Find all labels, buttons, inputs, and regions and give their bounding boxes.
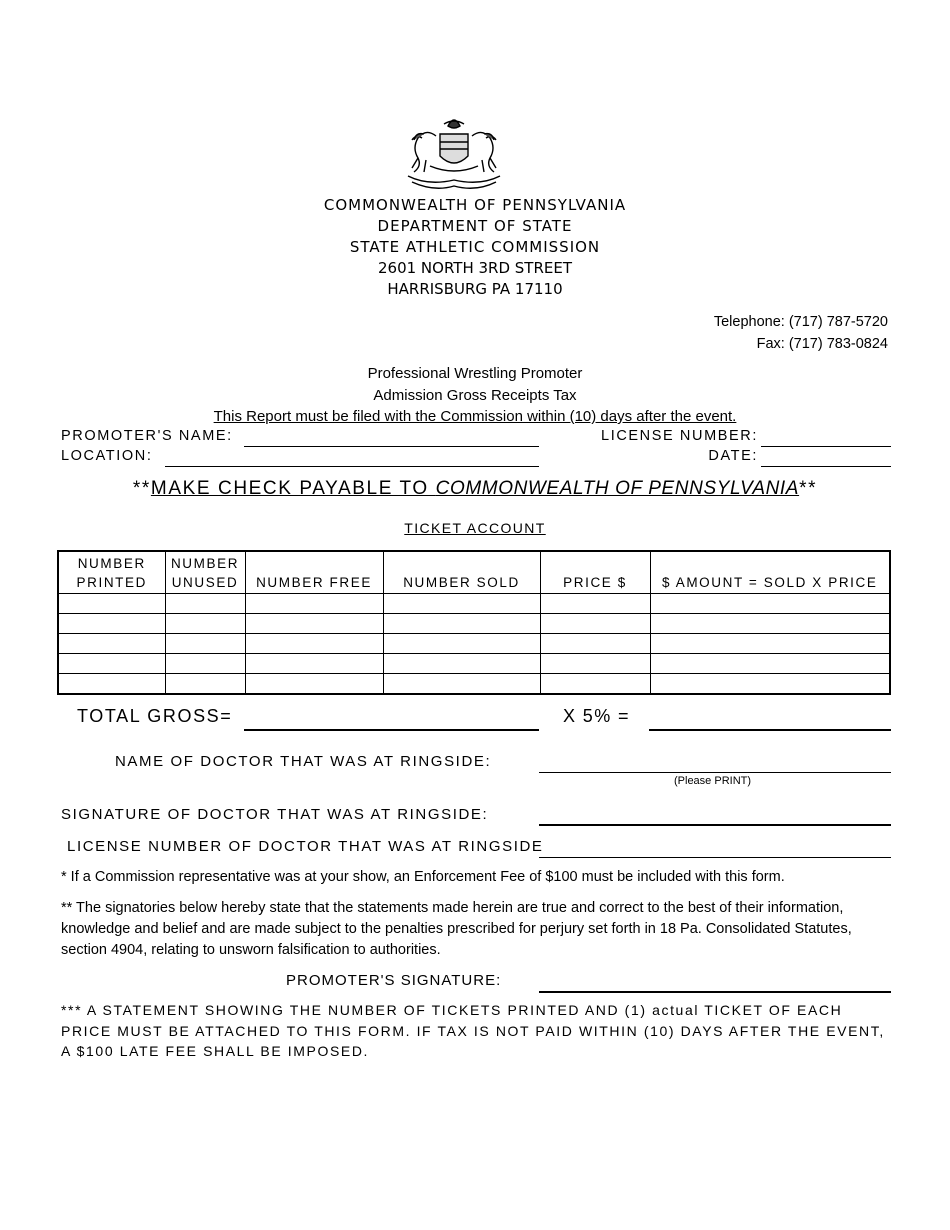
- doctor-name-field[interactable]: [539, 772, 891, 773]
- license-number-label: LICENSE NUMBER:: [601, 428, 758, 444]
- payable-suffix: **: [799, 478, 818, 499]
- column-header: NUMBER SOLD: [383, 551, 540, 594]
- payable-text: MAKE CHECK PAYABLE TO: [150, 478, 436, 499]
- column-header: PRICE $: [540, 551, 650, 594]
- filing-notice: This Report must be filed with the Commission within (10) days after the event.: [213, 408, 737, 425]
- doctor-license-label: LICENSE NUMBER OF DOCTOR THAT WAS AT RINGSIDE: [67, 838, 544, 855]
- agency-header: [275, 195, 675, 300]
- promoter-signature-field[interactable]: [539, 991, 891, 993]
- table-cell[interactable]: [245, 634, 383, 654]
- enforcement-fee-note: * If a Commission representative was at your show, an Enforcement Fee of $100 must be included with this form.: [61, 869, 785, 885]
- table-cell[interactable]: [650, 654, 890, 674]
- table-cell[interactable]: [245, 654, 383, 674]
- table-cell[interactable]: [245, 594, 383, 614]
- table-cell[interactable]: [165, 654, 245, 674]
- table-row: [58, 594, 890, 614]
- date-label: DATE:: [708, 448, 758, 464]
- location-label: LOCATION:: [61, 448, 153, 464]
- header-line-4: 2601 NORTH 3RD STREET: [377, 259, 573, 277]
- table-cell[interactable]: [540, 634, 650, 654]
- doctor-name-label: NAME OF DOCTOR THAT WAS AT RINGSIDE:: [115, 753, 492, 770]
- table-cell[interactable]: [383, 614, 540, 634]
- table-cell[interactable]: [383, 594, 540, 614]
- table-row: [58, 614, 890, 634]
- table-cell[interactable]: [165, 674, 245, 695]
- table-cell[interactable]: [650, 594, 890, 614]
- promoter-name-label: PROMOTER'S NAME:: [61, 428, 233, 444]
- table-cell[interactable]: [540, 654, 650, 674]
- table-row: [58, 634, 890, 654]
- payable-instruction: [100, 478, 850, 500]
- final-notice: *** A STATEMENT SHOWING THE NUMBER OF TICKETS PRINTED AND (1) actual TICKET OF EACH PRICE MUST BE ATTACHED TO THIS FORM. IF TAX IS NOT PAID WITHIN (10) DAYS AFTER THE EVENT, A $100 LATE FEE SHALL BE IMPOSED.: [61, 1002, 885, 1059]
- tax-label: X 5% =: [563, 706, 630, 726]
- table-cell[interactable]: [165, 634, 245, 654]
- pennsylvania-coat-of-arms-icon: [400, 112, 508, 192]
- table-cell[interactable]: [165, 614, 245, 634]
- table-cell[interactable]: [383, 634, 540, 654]
- form-title-line-1: Professional Wrestling Promoter: [367, 365, 583, 382]
- table-row: [58, 654, 890, 674]
- table-cell[interactable]: [540, 594, 650, 614]
- table-cell[interactable]: [58, 614, 165, 634]
- table-cell[interactable]: [650, 634, 890, 654]
- location-field[interactable]: [165, 466, 539, 467]
- attestation-note: ** The signatories below hereby state that the statements made herein are true and correct to the best of their information, knowledge and belief and are made subject to the penalties prescribed for perjury set forth in 18 Pa. Consolidated Statutes, section 4904, relating to unsworn falsification to authorities.: [61, 900, 852, 958]
- date-field[interactable]: [761, 466, 891, 467]
- table-cell[interactable]: [165, 594, 245, 614]
- form-title-line-2: Admission Gross Receipts Tax: [373, 386, 577, 404]
- telephone: Telephone: (717) 787-5720: [713, 314, 888, 330]
- column-header: NUMBER PRINTED: [58, 551, 165, 594]
- table-cell[interactable]: [650, 614, 890, 634]
- table-cell[interactable]: [58, 594, 165, 614]
- table-cell[interactable]: [540, 674, 650, 695]
- doctor-license-field[interactable]: [539, 857, 891, 858]
- doctor-name-hint: (Please PRINT): [674, 775, 752, 787]
- payable-prefix: **: [132, 478, 151, 499]
- column-header: NUMBER FREE: [245, 551, 383, 594]
- table-cell[interactable]: [383, 654, 540, 674]
- column-header: NUMBER UNUSED: [165, 551, 245, 594]
- table-header-row: [58, 551, 890, 594]
- tax-amount-field[interactable]: [649, 729, 891, 731]
- payable-payee: COMMONWEALTH OF PENNSYLVANIA: [435, 478, 800, 499]
- total-gross-field[interactable]: [244, 729, 539, 731]
- fax: Fax: (717) 783-0824: [756, 336, 888, 352]
- table-cell[interactable]: [245, 614, 383, 634]
- table-cell[interactable]: [540, 614, 650, 634]
- table-cell[interactable]: [58, 654, 165, 674]
- header-line-1: COMMONWEALTH OF PENNSYLVANIA: [323, 196, 627, 214]
- total-gross-label: TOTAL GROSS=: [77, 706, 233, 726]
- header-line-5: HARRISBURG PA 17110: [387, 280, 563, 298]
- contact-block: [714, 311, 888, 355]
- promoter-signature-label: PROMOTER'S SIGNATURE:: [286, 972, 502, 989]
- header-line-3: STATE ATHLETIC COMMISSION: [349, 238, 601, 256]
- license-number-field[interactable]: [761, 446, 891, 447]
- doctor-signature-field[interactable]: [539, 824, 891, 826]
- ticket-account-title: TICKET ACCOUNT: [404, 520, 546, 536]
- table-cell[interactable]: [650, 674, 890, 695]
- doctor-signature-label: SIGNATURE OF DOCTOR THAT WAS AT RINGSIDE:: [61, 806, 489, 823]
- ticket-account-table: [57, 550, 891, 695]
- table-cell[interactable]: [58, 634, 165, 654]
- column-header: $ AMOUNT = SOLD X PRICE: [650, 551, 890, 594]
- table-cell[interactable]: [58, 674, 165, 695]
- table-cell[interactable]: [245, 674, 383, 695]
- promoter-name-field[interactable]: [244, 446, 539, 447]
- table-cell[interactable]: [383, 674, 540, 695]
- table-row: [58, 674, 890, 695]
- state-seal: [400, 112, 508, 192]
- form-title: [150, 363, 800, 428]
- header-line-2: DEPARTMENT OF STATE: [377, 217, 573, 235]
